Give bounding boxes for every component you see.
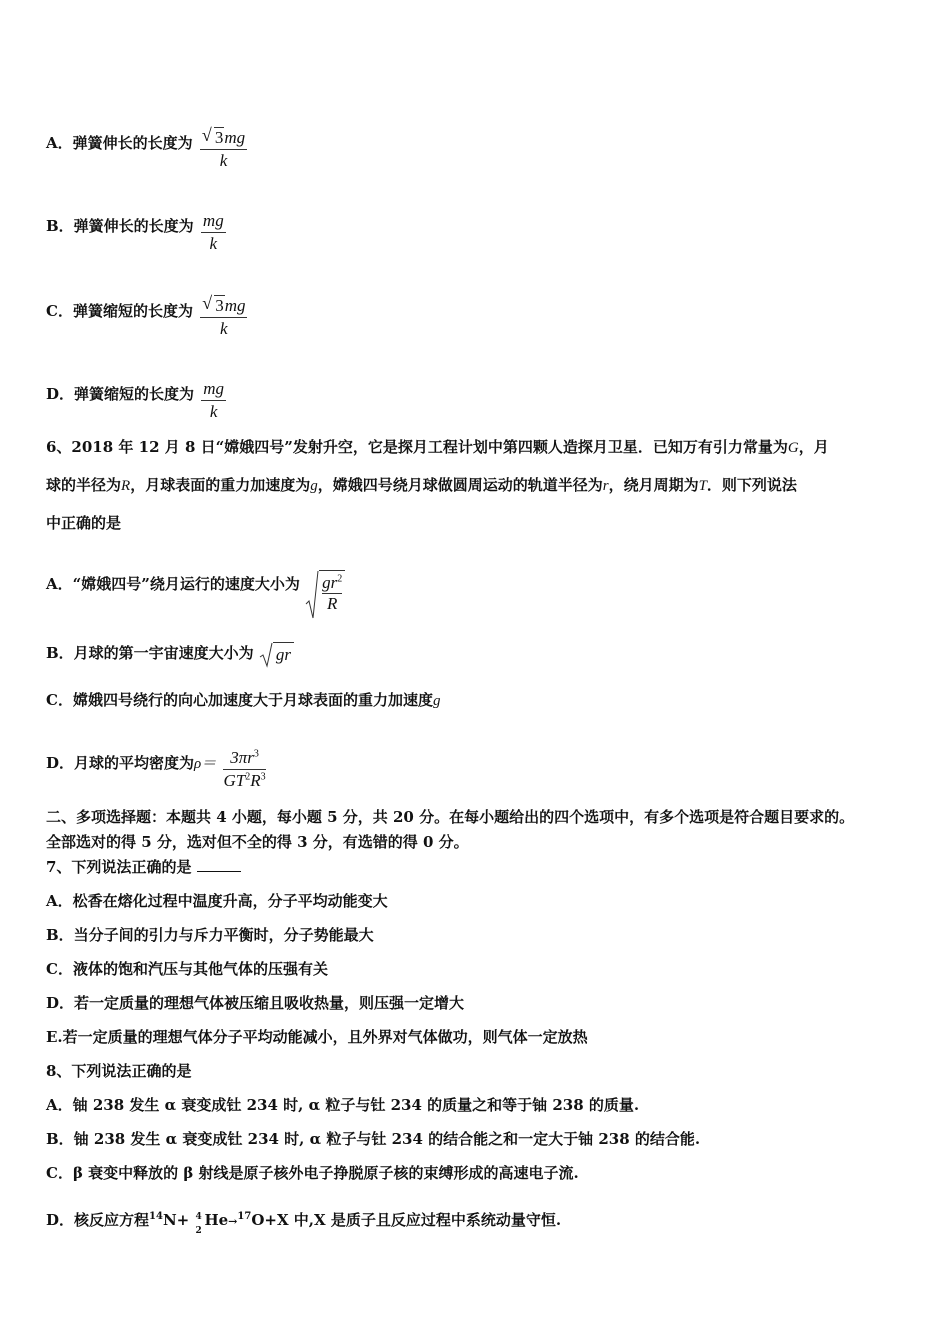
q5-option-d-text: D．弹簧缩短的长度为 xyxy=(46,385,195,403)
q5-option-d xyxy=(46,379,226,422)
q7-option-a: A．松香在熔化过程中温度升高，分子平均动能变大 xyxy=(46,892,388,910)
q6-stem-line-2 xyxy=(46,475,797,496)
q6-stem-text-7: ．则下列说法 xyxy=(706,476,797,494)
q6-symbol-r-orbit: r xyxy=(602,478,609,494)
q6-option-d xyxy=(46,748,266,791)
q6-option-b-radicand: gr xyxy=(273,642,294,665)
q6-option-d-rho: ρ＝ xyxy=(194,756,217,772)
q8-option-d-o-mass: 17 xyxy=(237,1211,252,1222)
q7-option-b: B．当分子间的引力与斥力平衡时，分子势能最大 xyxy=(46,926,374,944)
q6-option-d-den-gt: GT xyxy=(223,771,246,790)
q6-option-d-den-exp2: 3 xyxy=(260,771,266,783)
section2-line-1: 二、多项选择题：本题共 4 小题，每小题 5 分，共 20 分。在每小题给出的四个选项中，有多个选项是符合题目要求的。 xyxy=(46,808,855,826)
q7-option-e: E.若一定质量的理想气体分子平均动能减小，且外界对气体做功，则气体一定放热 xyxy=(46,1028,588,1046)
radical-sign-small-icon xyxy=(259,642,273,668)
q5-option-a-numerator-mg: mg xyxy=(224,128,246,147)
q6-option-d-text: D．月球的平均密度为 xyxy=(46,754,195,772)
q6-option-a-numerator-exponent: 2 xyxy=(337,573,343,585)
q6-option-a-numerator: gr xyxy=(322,573,338,592)
arrow-icon: → xyxy=(228,1215,238,1228)
q7-stem xyxy=(46,857,241,877)
q5-option-c-sqrt: 3 xyxy=(215,296,224,315)
q6-option-b-text: B．月球的第一宇宙速度大小为 xyxy=(46,644,254,662)
q5-option-a xyxy=(46,127,247,171)
q7-option-d: D．若一定质量的理想气体被压缩且吸收热量，则压强一定增大 xyxy=(46,994,465,1012)
q6-stem-text-3: 球的半径为 xyxy=(46,476,122,494)
q8-option-c: C．β 衰变中释放的 β 射线是原子核外电子挣脱原子核的束缚形成的高速电子流. xyxy=(46,1164,579,1182)
q5-option-a-fraction: √ 3mg k xyxy=(201,125,246,170)
q6-option-d-fraction xyxy=(223,748,265,791)
q6-option-d-numerator-exp: 3 xyxy=(253,748,259,760)
q5-option-c-text: C．弹簧缩短的长度为 xyxy=(46,302,193,320)
q5-option-c-denominator: k xyxy=(220,319,228,338)
q6-option-a-text: A．“嫦娥四号”绕月运行的速度大小为 xyxy=(46,575,300,593)
q6-option-d-den-exp1: 2 xyxy=(245,771,251,783)
q6-symbol-g-accel: g xyxy=(310,478,318,494)
q6-option-d-den-r: R xyxy=(250,771,261,790)
q8-option-d-helium: He xyxy=(204,1211,229,1229)
q6-stem-line-3 xyxy=(46,513,121,533)
q6-option-c xyxy=(46,690,440,711)
q6-option-c-symbol-g: g xyxy=(432,693,441,709)
q8-option-a: A．铀 238 发生 α 衰变成钍 234 时, α 粒子与钍 234 的质量之和等于铀 238 的质量. xyxy=(46,1096,640,1114)
q5-option-c-numerator-mg: mg xyxy=(224,296,246,315)
q8-option-d-he-charge: 2 xyxy=(195,1226,202,1236)
q8-option-d-he-mass: 4 xyxy=(195,1212,202,1222)
radical-sign-icon xyxy=(305,570,319,620)
q5-option-b-fraction xyxy=(201,211,226,254)
answer-blank xyxy=(197,857,241,872)
q6-stem-text-8: 中正确的是 xyxy=(46,514,122,532)
q8-option-d xyxy=(46,1210,562,1236)
q6-option-a xyxy=(46,570,345,614)
q5-option-b xyxy=(46,211,226,254)
q6-option-d-numerator: 3πr xyxy=(230,748,254,767)
q5-option-c-fraction: √ 3mg k xyxy=(202,293,246,338)
q5-option-d-denominator: k xyxy=(209,402,218,421)
q7-stem-text: 7、下列说法正确的是 xyxy=(46,858,192,876)
q5-option-b-numerator: mg xyxy=(201,211,226,233)
q6-option-b-sqrt xyxy=(259,642,294,665)
q5-option-c xyxy=(46,295,247,339)
q8-option-d-n-mass: 14 xyxy=(149,1211,163,1222)
q8-stem: 8、下列说法正确的是 xyxy=(46,1062,192,1080)
q5-option-a-sqrt: 3 xyxy=(214,128,224,147)
q6-stem-text-1: 6、2018 年 12 月 8 日“嫦娥四号”发射升空，它是探月工程计划中第四颗人造探月卫星．已知万有引力常量为 xyxy=(46,438,788,456)
q5-option-d-fraction xyxy=(201,379,226,422)
q6-stem-text-5: ，嫦娥四号绕月球做圆周运动的轨道半径为 xyxy=(317,476,603,494)
q6-option-a-sqrt-fraction xyxy=(305,570,345,614)
q5-option-b-text: B．弹簧伸长的长度为 xyxy=(46,217,194,235)
q6-option-b xyxy=(46,642,294,665)
q5-option-b-denominator: k xyxy=(209,234,218,253)
q8-option-b: B．铀 238 发生 α 衰变成钍 234 时, α 粒子与钍 234 的结合能之和一定大于铀 238 的结合能. xyxy=(46,1130,701,1148)
q6-stem-text-4: ，月球表面的重力加速度为 xyxy=(130,476,311,494)
q6-stem-text-6: ，绕月周期为 xyxy=(608,476,699,494)
q6-option-a-denominator: R xyxy=(327,594,338,613)
q5-option-d-numerator: mg xyxy=(201,379,226,401)
q7-option-c: C．液体的饱和汽压与其他气体的压强有关 xyxy=(46,960,328,978)
section2-line-2: 全部选对的得 5 分，选对但不全的得 3 分，有选错的得 0 分。 xyxy=(46,833,469,851)
q6-stem-text-2: ，月 xyxy=(798,438,829,456)
q6-option-c-text: C．嫦娥四号绕行的向心加速度大于月球表面的重力加速度 xyxy=(46,691,433,709)
q6-stem-line-1 xyxy=(46,437,829,458)
q6-symbol-t-period: T xyxy=(698,478,707,494)
q5-option-a-denominator: k xyxy=(219,151,228,170)
q8-option-d-nitrogen: N+ xyxy=(162,1211,190,1229)
q6-symbol-g-const: G xyxy=(787,440,799,456)
q8-option-d-text: D．核反应方程 xyxy=(46,1211,150,1229)
q6-symbol-r-radius: R xyxy=(121,478,131,494)
q5-option-a-text: A．弹簧伸长的长度为 xyxy=(46,134,193,152)
q8-option-d-rest: O+X 中,X 是质子且反应过程中系统动量守恒. xyxy=(251,1211,562,1229)
